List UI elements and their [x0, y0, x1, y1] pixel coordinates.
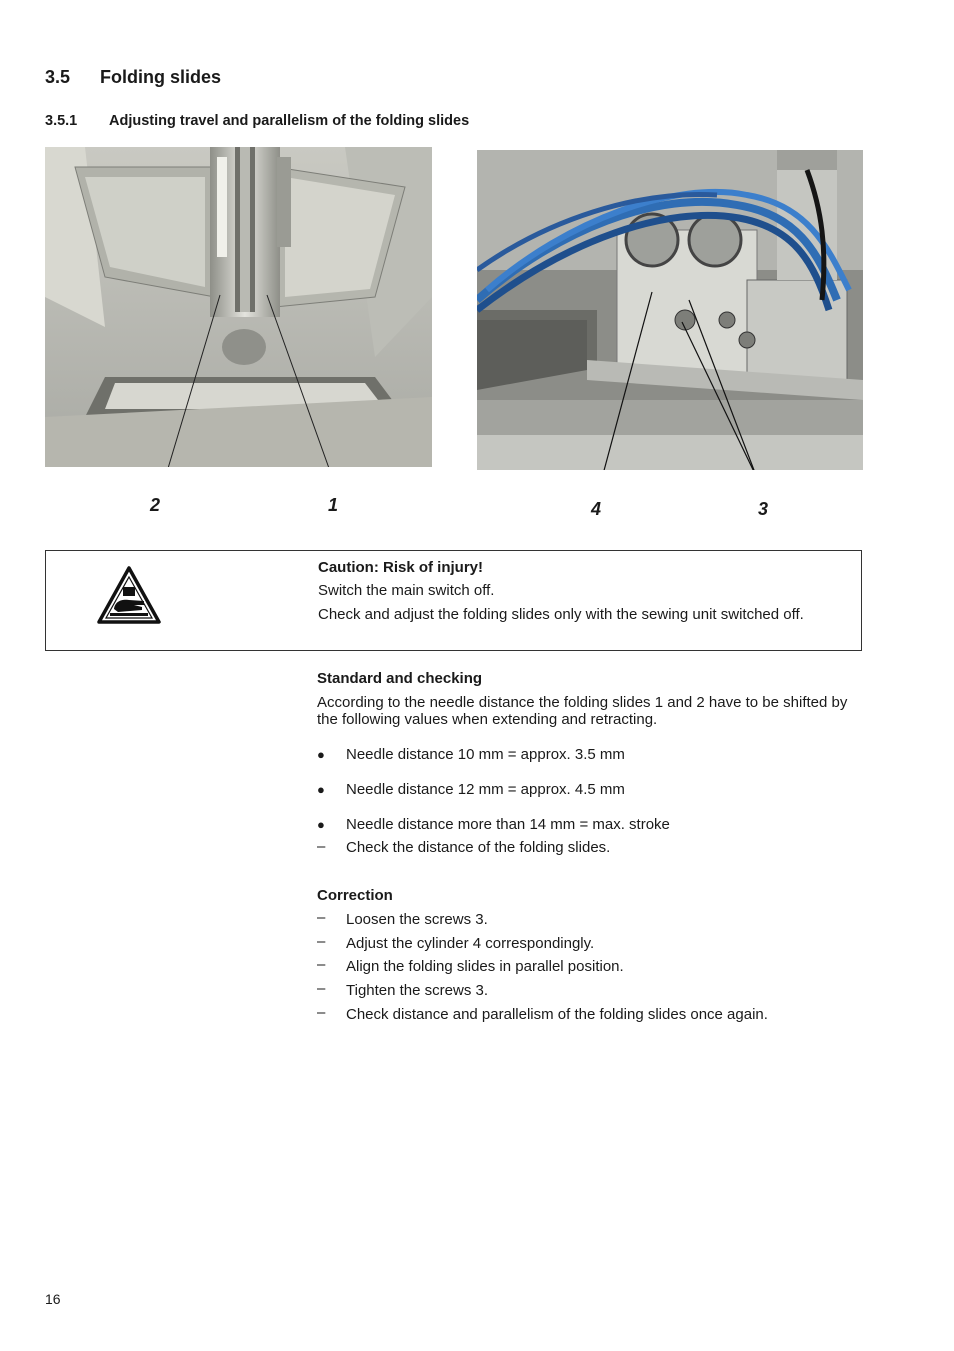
folding-slides-photo — [45, 147, 432, 467]
bullet-item: Needle distance 10 mm = approx. 3.5 mm — [346, 746, 625, 763]
dash-marker: – — [317, 933, 326, 950]
dash-marker: – — [317, 909, 326, 926]
correction-step: Tighten the screws 3. — [346, 982, 489, 999]
section-title: Folding slides — [100, 67, 222, 87]
dash-marker: – — [317, 956, 326, 973]
page-number: 16 — [45, 1291, 61, 1307]
correction-step: Check distance and parallelism of the folding slides once again. — [346, 1006, 768, 1023]
correction-step: Align the folding slides in parallel position. — [346, 958, 624, 975]
caution-line-2: Check and adjust the folding slides only with the sewing unit switched off. — [318, 606, 804, 623]
callout-3: 3 — [758, 499, 769, 519]
bullet-marker: ● — [317, 782, 325, 797]
caution-box — [45, 550, 862, 651]
standard-intro: According to the needle distance the folding slides 1 and 2 have to be shifted by the following values when extending and retracting. — [317, 694, 848, 728]
callout-2: 2 — [150, 495, 161, 515]
section-heading — [45, 67, 221, 88]
section-number: 3.5 — [45, 67, 71, 87]
bullet-marker: ● — [317, 747, 325, 762]
callout-1: 1 — [328, 495, 339, 515]
correction-step: Adjust the cylinder 4 correspondingly. — [346, 935, 595, 952]
bullet-marker: ● — [317, 817, 325, 832]
bullet-item: Needle distance more than 14 mm = max. stroke — [346, 816, 670, 833]
check-step: Check the distance of the folding slides. — [346, 839, 611, 856]
caution-line-1: Switch the main switch off. — [318, 582, 495, 599]
subsection-number: 3.5.1 — [45, 113, 78, 129]
cylinder-photo — [477, 150, 863, 470]
warning-hand-crush-icon — [96, 565, 162, 625]
subsection-heading — [45, 113, 469, 129]
standard-title: Standard and checking — [317, 670, 483, 687]
caution-title: Caution: Risk of injury! — [318, 559, 483, 576]
correction-title: Correction — [317, 887, 393, 904]
dash-marker: – — [317, 980, 326, 997]
dash-marker: – — [317, 838, 326, 855]
bullet-item: Needle distance 12 mm = approx. 4.5 mm — [346, 781, 625, 798]
correction-step: Loosen the screws 3. — [346, 911, 488, 928]
subsection-title: Adjusting travel and parallelism of the folding slides — [109, 113, 470, 129]
dash-marker: – — [317, 1004, 326, 1021]
callout-4: 4 — [591, 499, 602, 519]
